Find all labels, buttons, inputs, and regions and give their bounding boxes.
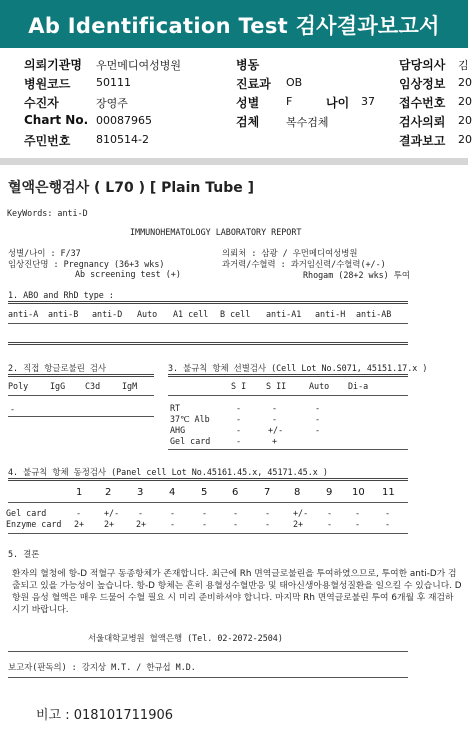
clinic-label: 진료과 xyxy=(236,77,271,91)
report-banner xyxy=(0,0,468,48)
doctor-label: 담당의사 xyxy=(399,58,446,72)
abo-rule-top xyxy=(8,301,408,304)
dat-section-title: 2. 직접 항글로불린 검사 xyxy=(8,363,107,373)
screening-rule-mid xyxy=(168,395,408,396)
panel-cell: - xyxy=(355,508,361,518)
screening-header-row xyxy=(0,381,468,393)
panel-col-header: 4 xyxy=(169,487,176,498)
institution-value: 우먼메디여성병원 xyxy=(96,59,182,72)
conclusion-text: 환자의 혈청에 항-D 적혈구 동종항체가 존재합니다. 최근에 Rh 면역글로불린을 투여하였으므로, 투여한 anti-D가 검출되고 있을 가능성이 높습니다. 항-D 항체는 흔히 용혈성수혈반응 및 태아신생아용혈성질환을 일으킬 수 있습니다. D 항원 음성 혈액은 매우 드물어 수혈 필요 시 미리 준비하셔야 합니다. 마지막 Rh 면역글로불린 투여 6개월 후 재검하시기 바랍니다. xyxy=(12,569,462,615)
panel-cell: - xyxy=(327,508,333,518)
panel-cell: - xyxy=(202,508,208,518)
panel-col-header: 11 xyxy=(382,487,395,498)
panel-cell: - xyxy=(265,508,271,518)
specimen-label: 검체 xyxy=(236,115,260,129)
dat-value: - xyxy=(10,404,16,414)
screening-cell: - xyxy=(272,414,278,424)
panel-cell: - xyxy=(170,519,176,529)
requester-line: 의뢰처 : 삼광 / 우먼메디여성병원 xyxy=(222,248,358,258)
screening-col-header: Di-a xyxy=(348,381,369,391)
screening-cell: - xyxy=(236,436,242,446)
abo-header-row xyxy=(0,309,468,321)
age-label: 나이 xyxy=(326,96,350,110)
screening-col-header: Auto xyxy=(309,381,330,391)
resident-no-label: 주민번호 xyxy=(24,134,71,148)
panel-col-header: 7 xyxy=(264,487,271,498)
panel-row xyxy=(0,508,468,519)
screening-col-header: S II xyxy=(266,381,287,391)
dat-rule-top xyxy=(8,374,154,377)
panel-rule-top xyxy=(8,478,408,481)
dat-col-header: IgM xyxy=(122,381,138,391)
panel-cell: - xyxy=(385,519,391,529)
panel-cell: - xyxy=(138,508,144,518)
dat-col-header: IgG xyxy=(50,381,66,391)
chart-no-value: 00087965 xyxy=(96,114,152,127)
receipt-no-label: 접수번호 xyxy=(399,96,446,110)
panel-cell: 2+ xyxy=(293,519,304,529)
header-row-4 xyxy=(0,113,472,131)
panel-col-header: 9 xyxy=(326,487,333,498)
result-date-label: 결과보고 xyxy=(399,134,446,148)
section-title: 혈액은행검사 ( L70 ) [ Plain Tube ] xyxy=(8,180,255,196)
panel-cell: - xyxy=(76,508,82,518)
abo-col-header: anti-H xyxy=(315,309,346,319)
abo-col-header: A1 cell xyxy=(173,309,209,319)
screening-cell: - xyxy=(272,403,278,413)
sex-age-line: 성별/나이 : F/37 xyxy=(8,248,81,258)
abo-rule-mid xyxy=(8,323,408,324)
screening-rule-top xyxy=(168,374,408,377)
panel-cell: 2+ xyxy=(104,519,115,529)
hospital-contact: 서울대학교병원 혈액은행 (Tel. 02-2072-2504) xyxy=(88,633,283,643)
screening-cell: +/- xyxy=(268,425,284,435)
panel-col-header: 6 xyxy=(232,487,239,498)
doctor-value: 김 xyxy=(458,59,469,72)
screening-row xyxy=(0,436,468,447)
reporter-line: 보고자(판독의) : 강지상 M.T. / 한규섭 M.D. xyxy=(8,662,196,672)
panel-cell: - xyxy=(170,508,176,518)
panel-cell: - xyxy=(327,519,333,529)
patient-name-label: 수진자 xyxy=(24,96,59,110)
screening-row xyxy=(0,414,468,425)
screening-cell: - xyxy=(315,403,321,413)
sex-value: F xyxy=(286,95,293,108)
abo-col-header: anti-AB xyxy=(356,309,392,319)
screening-rule-bottom xyxy=(168,449,408,450)
screening-row xyxy=(0,403,468,414)
panel-cell: - xyxy=(265,519,271,529)
abo-col-header: anti-B xyxy=(48,309,79,319)
history-line-2: Rhogam (28+2 wks) 투여 xyxy=(303,270,410,280)
abo-col-header: anti-A1 xyxy=(266,309,302,319)
receipt-no-value: 20 xyxy=(458,95,472,108)
panel-cell: +/- xyxy=(293,508,309,518)
panel-cell: +/- xyxy=(104,508,120,518)
screening-cell: - xyxy=(315,414,321,424)
panel-cell: 2+ xyxy=(136,519,147,529)
resident-no-value: 810514-2 xyxy=(96,133,149,146)
institution-label: 의뢰기관명 xyxy=(24,58,82,72)
header-row-2 xyxy=(0,75,472,93)
panel-row-label: Enzyme card xyxy=(6,519,62,529)
abo-section-title: 1. ABO and RhD type : xyxy=(8,290,114,300)
panel-rule-bottom xyxy=(8,533,408,534)
reporter-rule-top xyxy=(8,651,408,652)
result-date-value: 20 xyxy=(458,133,472,146)
clinical-info-value: 20 xyxy=(458,76,472,89)
specimen-value: 복수검체 xyxy=(286,116,329,129)
screening-row-label: 37℃ Alb xyxy=(170,414,210,424)
hospital-code-value: 50111 xyxy=(96,76,131,89)
panel-row xyxy=(0,519,468,530)
header-row-3 xyxy=(0,94,472,112)
screening-cell: - xyxy=(236,414,242,424)
header-row-5 xyxy=(0,132,472,150)
report-title: Ab Identification Test 검사결과보고서 xyxy=(28,14,440,38)
panel-header-row xyxy=(0,487,468,499)
ward-label: 병동 xyxy=(236,58,260,72)
abo-col-header: anti-A xyxy=(8,309,39,319)
clinical-info-label: 임상정보 xyxy=(399,77,446,91)
remark-id: 비고 : 018101711906 xyxy=(36,708,174,723)
diagnosis-line: 임상진단명 : Pregnancy (36+3 wks) xyxy=(8,259,165,269)
header-row-1 xyxy=(0,56,468,74)
panel-col-header: 2 xyxy=(105,487,112,498)
screening-cell: - xyxy=(236,403,242,413)
patient-header xyxy=(0,50,472,150)
screening-col-header: S I xyxy=(231,381,247,391)
panel-section-title: 4. 불규칙 항체 동정검사 (Panel cell Lot No.45161.45.x, 45171.45.x ) xyxy=(8,467,328,477)
screening-row-label: RT xyxy=(170,403,181,413)
abo-col-header: B cell xyxy=(220,309,251,319)
screening-row-label: Gel card xyxy=(170,436,211,446)
keywords: KeyWords: anti-D xyxy=(7,208,88,218)
panel-col-header: 5 xyxy=(201,487,208,498)
lab-report-title: IMMUNOHEMATOLOGY LABORATORY REPORT xyxy=(130,227,302,237)
screening-section-title: 3. 불규칙 항체 선별검사 (Cell Lot No.S071, 45151.17.x ) xyxy=(168,363,428,373)
abo-col-header: anti-D xyxy=(92,309,123,319)
abo-col-header: Auto xyxy=(137,309,158,319)
chart-no-label: Chart No. xyxy=(24,113,89,127)
conclusion-title: 5. 결론 xyxy=(8,549,40,559)
panel-cell: - xyxy=(233,519,239,529)
panel-cell: - xyxy=(233,508,239,518)
screening-row-label: AHG xyxy=(170,425,186,435)
diagnosis-line-2: Ab screening test (+) xyxy=(75,269,181,279)
screening-cell: - xyxy=(236,425,242,435)
dat-rule-mid xyxy=(8,395,154,396)
panel-rule-mid xyxy=(8,502,408,503)
request-date-value: 20 xyxy=(458,114,472,127)
dat-col-header: Poly xyxy=(8,381,29,391)
dat-col-header: C3d xyxy=(85,381,101,391)
panel-col-header: 3 xyxy=(137,487,144,498)
hospital-code-label: 병원코드 xyxy=(24,77,71,91)
panel-col-header: 1 xyxy=(76,487,83,498)
panel-col-header: 10 xyxy=(352,487,365,498)
screening-cell: - xyxy=(315,425,321,435)
request-date-label: 검사의뢰 xyxy=(399,115,446,129)
panel-row-label: Gel card xyxy=(6,508,47,518)
sex-label: 성별 xyxy=(236,96,260,110)
panel-cell: - xyxy=(202,519,208,529)
panel-cell: - xyxy=(385,508,391,518)
patient-name-value: 장영주 xyxy=(96,97,128,110)
screening-cell: + xyxy=(272,436,278,446)
section-separator xyxy=(0,158,468,165)
clinic-value: OB xyxy=(286,76,303,89)
reporter-rule-bottom xyxy=(8,677,408,678)
abo-rule-bottom xyxy=(8,342,408,345)
screening-row xyxy=(0,425,468,436)
panel-cell: 2+ xyxy=(74,519,85,529)
age-value: 37 xyxy=(361,95,375,108)
panel-cell: - xyxy=(355,519,361,529)
panel-col-header: 8 xyxy=(294,487,301,498)
history-line: 과거력/수혈력 : 과거임신력/수혈력(+/-) xyxy=(222,259,386,269)
